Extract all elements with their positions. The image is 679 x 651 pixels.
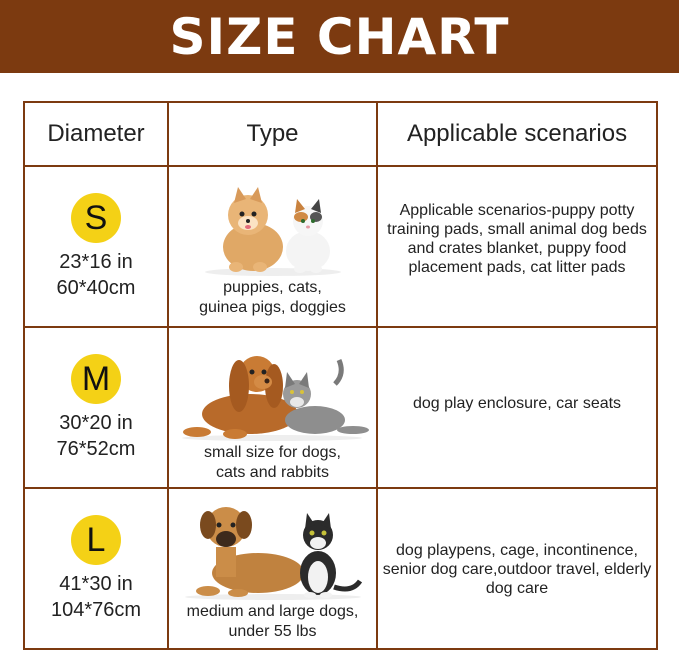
scenario-text-l: dog playpens, cage, incontinence, senior dog care,outdoor travel, elderly dog care xyxy=(382,542,652,597)
size-badge-l: L xyxy=(71,515,121,565)
diameter-cell-l xyxy=(24,488,168,649)
dimension-cm-s: 60*40cm xyxy=(56,276,136,299)
header-diameter: Diameter xyxy=(24,102,168,166)
scenario-cell-s xyxy=(377,166,657,327)
size-chart-table xyxy=(23,101,658,650)
diameter-cell-s xyxy=(24,166,168,327)
scenario-cell-m xyxy=(377,327,657,488)
spaniel-and-tabby-cat-image xyxy=(175,334,370,442)
size-badge-m: M xyxy=(71,354,121,404)
scenario-text-m: dog play enclosure, car seats xyxy=(412,395,622,412)
dimension-inches-s: 23*16 in xyxy=(59,250,133,273)
type-cell-s xyxy=(168,166,377,327)
table-row-s xyxy=(24,166,657,327)
header-type: Type xyxy=(168,102,377,166)
dimension-cm-m: 76*52cm xyxy=(56,437,136,460)
mixed-breed-dog-and-tuxedo-cat-image xyxy=(178,497,368,601)
scenario-text-s: Applicable scenarios-puppy potty training pads, small animal dog beds and crates blanket, puppy food placement pads, cat litter pads xyxy=(387,202,647,276)
pomeranian-and-calico-cat-image xyxy=(198,177,348,277)
table-row-l xyxy=(24,488,657,649)
scenario-cell-l xyxy=(377,488,657,649)
table-row-m xyxy=(24,327,657,488)
size-badge-s: S xyxy=(71,193,121,243)
type-line2-m: cats and rabbits xyxy=(216,463,329,481)
type-line2-s: guinea pigs, doggies xyxy=(199,298,346,316)
type-cell-l xyxy=(168,488,377,649)
size-chart-banner xyxy=(0,0,679,73)
type-line1-s: puppies, cats, xyxy=(223,278,322,296)
type-cell-m xyxy=(168,327,377,488)
dimension-inches-m: 30*20 in xyxy=(59,411,133,434)
type-line2-l: under 55 lbs xyxy=(228,622,317,640)
header-row xyxy=(24,102,657,166)
type-line1-m: small size for dogs, xyxy=(204,443,341,461)
diameter-cell-m xyxy=(24,327,168,488)
banner-title: SIZE CHART xyxy=(169,7,510,66)
type-line1-l: medium and large dogs, xyxy=(186,602,359,620)
header-scenarios: Applicable scenarios xyxy=(377,102,657,166)
dimension-cm-l: 104*76cm xyxy=(50,598,142,621)
dimension-inches-l: 41*30 in xyxy=(59,572,133,595)
